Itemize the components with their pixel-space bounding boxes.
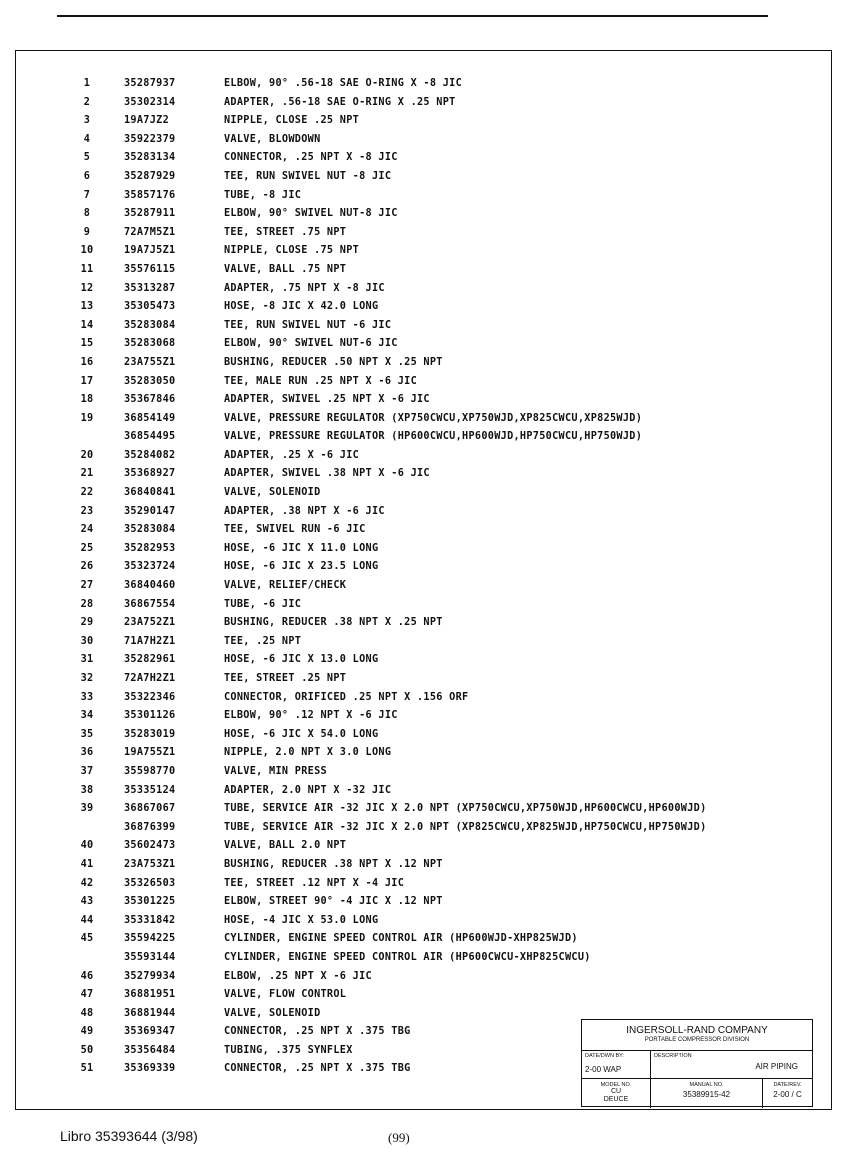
part-description: VALVE, FLOW CONTROL (224, 989, 347, 1001)
item-number: 28 (80, 598, 94, 610)
item-number: 14 (80, 319, 94, 331)
model-value-2: DEUCE (603, 1096, 629, 1103)
description-value: AIR PIPING (755, 1062, 798, 1071)
item-number: 31 (80, 654, 94, 666)
item-number: 10 (80, 245, 94, 257)
part-number: 72A7M5Z1 (124, 226, 176, 238)
parts-row (16, 338, 831, 357)
item-number: 7 (83, 189, 91, 201)
part-number: 35290147 (124, 505, 176, 517)
date-rev-label: DATE/REV. (773, 1082, 802, 1088)
item-number: 41 (80, 858, 94, 870)
parts-row (16, 413, 831, 432)
item-number: 32 (80, 673, 94, 684)
company-name: INGERSOLL-RAND COMPANY (626, 1025, 768, 1036)
parts-row (16, 431, 831, 450)
description-cell (650, 1051, 812, 1078)
part-number: 23A753Z1 (124, 858, 176, 870)
parts-row (16, 840, 831, 859)
part-description: ADAPTER, SWIVEL .25 NPT X -6 JIC (224, 394, 430, 406)
date-rev-cell (762, 1079, 812, 1108)
part-number: 35576115 (124, 263, 176, 275)
parts-row (16, 673, 831, 692)
item-number: 38 (80, 784, 94, 796)
part-number: 35331842 (124, 914, 176, 926)
item-number: 49 (80, 1026, 94, 1038)
parts-row (16, 152, 831, 171)
part-description: NIPPLE, CLOSE .25 NPT (224, 115, 360, 127)
parts-row (16, 450, 831, 469)
part-number: 36854149 (124, 412, 176, 424)
parts-row (16, 989, 831, 1008)
part-number: 36881944 (124, 1007, 176, 1019)
part-description: CONNECTOR, .25 NPT X .375 TBG (224, 1026, 411, 1038)
part-description: ELBOW, 90° SWIVEL NUT-8 JIC (224, 208, 398, 220)
part-description: VALVE, MIN PRESS (224, 765, 327, 777)
part-number: 71A7H2Z1 (124, 635, 176, 647)
part-number: 35594225 (124, 933, 176, 945)
part-description: ELBOW, 90° .12 NPT X -6 JIC (224, 710, 398, 722)
item-number: 3 (83, 115, 91, 127)
part-description: TUBE, SERVICE AIR -32 JIC X 2.0 NPT (XP750CWCU,XP750WJD,HP600CWCU,HP600WJD) (224, 803, 707, 815)
part-description: VALVE, SOLENOID (224, 487, 321, 499)
title-block-header (582, 1020, 812, 1051)
part-number: 35369347 (124, 1026, 176, 1038)
part-number: 35602473 (124, 840, 176, 852)
item-number: 8 (83, 208, 91, 220)
top-rule (57, 15, 768, 17)
parts-row (16, 580, 831, 599)
item-number: 12 (80, 282, 94, 294)
model-label: MODEL NO. (600, 1082, 632, 1088)
item-number: 35 (80, 728, 94, 740)
parts-row (16, 636, 831, 655)
item-number: 29 (80, 617, 94, 629)
part-description: CYLINDER, ENGINE SPEED CONTROL AIR (HP600CWCU-XHP825CWCU) (224, 951, 591, 963)
part-number: 36840460 (124, 580, 176, 592)
parts-list (16, 78, 831, 1082)
part-number: 35287929 (124, 170, 176, 182)
part-description: TEE, STREET .12 NPT X -4 JIC (224, 877, 405, 889)
item-number: 46 (80, 970, 94, 982)
parts-row (16, 561, 831, 580)
parts-row (16, 97, 831, 116)
part-description: CYLINDER, ENGINE SPEED CONTROL AIR (HP600WJD-XHP825WJD) (224, 933, 578, 945)
part-description: ELBOW, 90° SWIVEL NUT-6 JIC (224, 338, 398, 350)
parts-row (16, 933, 831, 952)
parts-row (16, 971, 831, 990)
parts-row (16, 283, 831, 302)
part-number: 35356484 (124, 1044, 176, 1056)
part-description: TEE, STREET .75 NPT (224, 226, 347, 238)
parts-row (16, 506, 831, 525)
part-number: 36876399 (124, 821, 176, 833)
part-number: 35282953 (124, 542, 176, 554)
part-number: 35322346 (124, 691, 176, 703)
manual-value: 35389915-42 (682, 1090, 731, 1099)
item-number: 20 (80, 449, 94, 461)
date-drawn-label: DATE/DWN BY: (585, 1053, 625, 1059)
part-number: 35335124 (124, 784, 176, 796)
item-number: 25 (80, 542, 94, 554)
part-description: ADAPTER, .75 NPT X -8 JIC (224, 282, 385, 294)
item-number: 45 (80, 933, 94, 945)
part-number: 36881951 (124, 989, 176, 1001)
parts-row (16, 710, 831, 729)
part-description: CONNECTOR, .25 NPT X .375 TBG (224, 1063, 411, 1075)
part-description: TEE, .25 NPT (224, 635, 302, 647)
parts-row (16, 264, 831, 283)
parts-row (16, 654, 831, 673)
item-number: 34 (80, 710, 94, 722)
part-number: 35283050 (124, 375, 176, 387)
part-number: 35287911 (124, 208, 176, 220)
item-number: 9 (83, 226, 91, 238)
item-number: 13 (80, 301, 94, 313)
part-number: 23A752Z1 (124, 617, 176, 629)
parts-row (16, 729, 831, 748)
part-number: 35368927 (124, 468, 176, 480)
part-number: 35287937 (124, 78, 176, 89)
part-description: ADAPTER, 2.0 NPT X -32 JIC (224, 784, 392, 796)
parts-row (16, 487, 831, 506)
part-description: HOSE, -6 JIC X 54.0 LONG (224, 728, 379, 740)
part-description: NIPPLE, 2.0 NPT X 3.0 LONG (224, 747, 392, 759)
part-description: HOSE, -6 JIC X 11.0 LONG (224, 542, 379, 554)
date-rev-value: 2-00 / C (773, 1090, 802, 1099)
part-description: TUBE, SERVICE AIR -32 JIC X 2.0 NPT (XP825CWCU,XP825WJD,HP750CWCU,HP750WJD) (224, 821, 707, 833)
part-description: VALVE, BLOWDOWN (224, 133, 321, 145)
part-number: 35369339 (124, 1063, 176, 1075)
parts-row (16, 78, 831, 97)
part-description: BUSHING, REDUCER .38 NPT X .25 NPT (224, 617, 443, 629)
item-number: 33 (80, 691, 94, 703)
part-description: VALVE, PRESSURE REGULATOR (HP600CWCU,HP600WJD,HP750CWCU,HP750WJD) (224, 431, 643, 443)
item-number: 27 (80, 580, 94, 592)
parts-list-frame (15, 50, 832, 1110)
part-number: 35283084 (124, 319, 176, 331)
part-description: HOSE, -6 JIC X 13.0 LONG (224, 654, 379, 666)
part-description: VALVE, SOLENOID (224, 1007, 321, 1019)
item-number: 11 (80, 263, 94, 275)
parts-row (16, 543, 831, 562)
parts-row (16, 822, 831, 841)
part-number: 35301225 (124, 896, 176, 908)
part-number: 72A7H2Z1 (124, 673, 176, 684)
part-description: CONNECTOR, .25 NPT X -8 JIC (224, 152, 398, 164)
parts-row (16, 896, 831, 915)
item-number: 19 (80, 412, 94, 424)
part-description: NIPPLE, CLOSE .75 NPT (224, 245, 360, 257)
footer-book-reference: Libro 35393644 (3/98) (60, 1128, 198, 1144)
part-description: BUSHING, REDUCER .38 NPT X .12 NPT (224, 858, 443, 870)
item-number: 22 (80, 487, 94, 499)
manual-cell (650, 1079, 762, 1108)
parts-row (16, 599, 831, 618)
part-number: 35283134 (124, 152, 176, 164)
part-description: ELBOW, STREET 90° -4 JIC X .12 NPT (224, 896, 443, 908)
part-number: 35301126 (124, 710, 176, 722)
part-number: 35367846 (124, 394, 176, 406)
part-description: HOSE, -8 JIC X 42.0 LONG (224, 301, 379, 313)
part-description: ELBOW, .25 NPT X -6 JIC (224, 970, 372, 982)
division-name: PORTABLE COMPRESSOR DIVISION (644, 1037, 750, 1043)
part-description: TEE, RUN SWIVEL NUT -8 JIC (224, 170, 392, 182)
parts-row (16, 766, 831, 785)
item-number: 50 (80, 1044, 94, 1056)
part-number: 19A755Z1 (124, 747, 176, 759)
part-description: TUBE, -6 JIC (224, 598, 302, 610)
item-number: 37 (80, 765, 94, 777)
part-description: VALVE, PRESSURE REGULATOR (XP750CWCU,XP750WJD,XP825CWCU,XP825WJD) (224, 412, 643, 424)
part-number: 35593144 (124, 951, 176, 963)
model-value-1: CU (610, 1088, 622, 1095)
part-description: VALVE, BALL 2.0 NPT (224, 840, 347, 852)
title-block (581, 1019, 813, 1107)
part-number: 35326503 (124, 877, 176, 889)
part-number: 35313287 (124, 282, 176, 294)
manual-label: MANUAL NO. (689, 1082, 724, 1088)
parts-row (16, 747, 831, 766)
parts-row (16, 394, 831, 413)
part-number: 36840841 (124, 487, 176, 499)
part-number: 35305473 (124, 301, 176, 313)
part-number: 36854495 (124, 431, 176, 443)
parts-row (16, 320, 831, 339)
part-description: TEE, MALE RUN .25 NPT X -6 JIC (224, 375, 418, 387)
description-label: DESCRIPTION (654, 1053, 692, 1059)
item-number: 51 (80, 1063, 94, 1075)
parts-row (16, 785, 831, 804)
part-number: 35598770 (124, 765, 176, 777)
parts-row (16, 171, 831, 190)
item-number: 1 (83, 78, 91, 89)
parts-row (16, 357, 831, 376)
item-number: 6 (83, 170, 91, 182)
part-description: TEE, SWIVEL RUN -6 JIC (224, 524, 366, 536)
item-number: 15 (80, 338, 94, 350)
part-number: 35302314 (124, 96, 176, 108)
part-number: 23A755Z1 (124, 356, 176, 368)
item-number: 17 (80, 375, 94, 387)
part-number: 35323724 (124, 561, 176, 573)
parts-row (16, 692, 831, 711)
part-number: 35283019 (124, 728, 176, 740)
part-description: ADAPTER, SWIVEL .38 NPT X -6 JIC (224, 468, 430, 480)
part-number: 35857176 (124, 189, 176, 201)
item-number: 43 (80, 896, 94, 908)
part-description: ELBOW, 90° .56-18 SAE O-RING X -8 JIC (224, 78, 463, 89)
part-number: 35284082 (124, 449, 176, 461)
part-description: ADAPTER, .56-18 SAE O-RING X .25 NPT (224, 96, 456, 108)
parts-row (16, 878, 831, 897)
item-number: 39 (80, 803, 94, 815)
parts-row (16, 376, 831, 395)
item-number: 36 (80, 747, 94, 759)
parts-row (16, 468, 831, 487)
item-number: 26 (80, 561, 94, 573)
item-number: 40 (80, 840, 94, 852)
part-number: 36867554 (124, 598, 176, 610)
parts-row (16, 208, 831, 227)
model-cell (582, 1079, 650, 1108)
part-number: 19A7J5Z1 (124, 245, 176, 257)
part-number: 35283084 (124, 524, 176, 536)
part-number: 35279934 (124, 970, 176, 982)
parts-row (16, 915, 831, 934)
part-description: VALVE, RELIEF/CHECK (224, 580, 347, 592)
part-description: TEE, STREET .25 NPT (224, 673, 347, 684)
item-number: 23 (80, 505, 94, 517)
part-description: HOSE, -4 JIC X 53.0 LONG (224, 914, 379, 926)
part-description: VALVE, BALL .75 NPT (224, 263, 347, 275)
part-description: CONNECTOR, ORIFICED .25 NPT X .156 ORF (224, 691, 469, 703)
parts-row (16, 859, 831, 878)
part-description: TUBE, -8 JIC (224, 189, 302, 201)
part-number: 19A7JZ2 (124, 115, 170, 127)
item-number: 24 (80, 524, 94, 536)
parts-row (16, 227, 831, 246)
parts-row (16, 190, 831, 209)
part-number: 35282961 (124, 654, 176, 666)
part-description: HOSE, -6 JIC X 23.5 LONG (224, 561, 379, 573)
item-number: 5 (83, 152, 91, 164)
item-number: 4 (83, 133, 91, 145)
item-number: 48 (80, 1007, 94, 1019)
part-number: 35922379 (124, 133, 176, 145)
parts-row (16, 952, 831, 971)
item-number: 47 (80, 989, 94, 1001)
item-number: 30 (80, 635, 94, 647)
footer-page-number: (99) (388, 1130, 410, 1145)
parts-row (16, 134, 831, 153)
date-drawn-cell (582, 1051, 650, 1078)
parts-row (16, 245, 831, 264)
part-description: BUSHING, REDUCER .50 NPT X .25 NPT (224, 356, 443, 368)
part-description: TUBING, .375 SYNFLEX (224, 1044, 353, 1056)
part-description: TEE, RUN SWIVEL NUT -6 JIC (224, 319, 392, 331)
item-number: 16 (80, 356, 94, 368)
parts-row (16, 115, 831, 134)
item-number: 21 (80, 468, 94, 480)
item-number: 44 (80, 914, 94, 926)
item-number: 2 (83, 96, 91, 108)
part-description: ADAPTER, .25 X -6 JIC (224, 449, 360, 461)
item-number: 18 (80, 394, 94, 406)
parts-row (16, 301, 831, 320)
parts-row (16, 617, 831, 636)
part-number: 35283068 (124, 338, 176, 350)
part-description: ADAPTER, .38 NPT X -6 JIC (224, 505, 385, 517)
date-drawn-value: 2-00 WAP (585, 1065, 622, 1074)
parts-row (16, 524, 831, 543)
item-number: 42 (80, 877, 94, 889)
parts-row (16, 803, 831, 822)
part-number: 36867067 (124, 803, 176, 815)
